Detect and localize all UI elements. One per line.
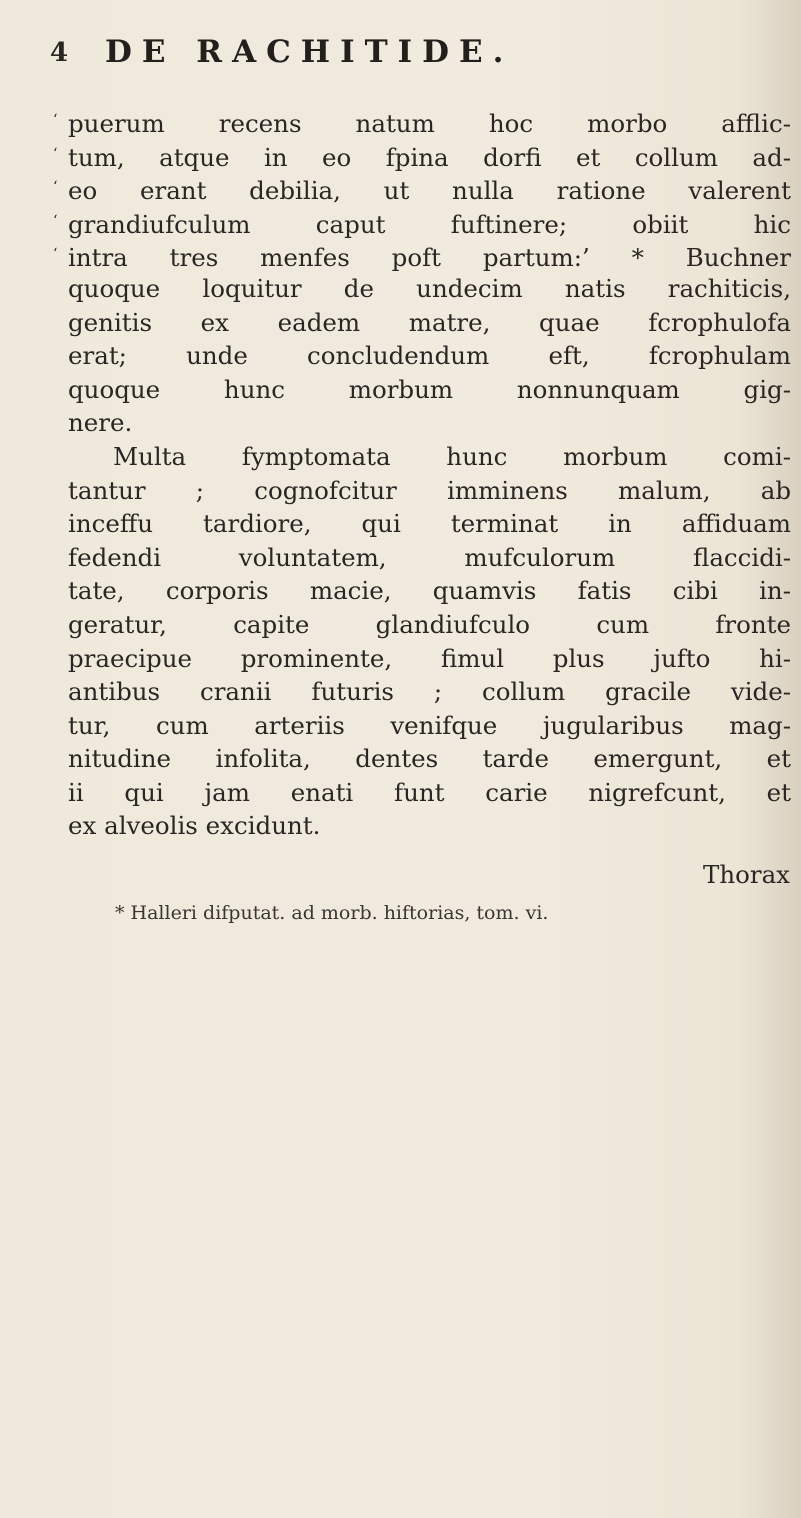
line-text: grandiufculum caput fuftinere; obiit hic [68,209,791,239]
text-line [53,171,791,205]
text-line [53,306,791,340]
footnote: * Halleri difputat. ad morb. hiftorias, tom. vi. [115,902,549,924]
line-text: quoque loquitur de undecim natis rachiticis, [68,273,791,303]
text-line [53,709,791,743]
text-line [53,574,791,608]
text-line [53,406,791,440]
text-line [53,742,791,776]
text-line [53,675,791,709]
line-text: nere. [68,408,133,438]
page-number: 4 [50,38,69,68]
body-text [53,104,791,843]
line-text: geratur, capite glandiufculo cum fronte [68,609,791,639]
line-text: fedendi voluntatem, mufculorum flaccidi- [68,542,791,572]
line-text: eo erant debilia, ut nulla ratione valerent [68,176,791,206]
line-text: genitis ex eadem matre, quae fcrophulofa [68,307,791,337]
line-text: tate, corporis macie, quamvis fatis cibi in- [68,576,791,606]
text-line [53,541,791,575]
text-line [53,238,791,272]
text-line [53,138,791,172]
text-line [53,339,791,373]
line-text: ii qui jam enati funt carie nigrefcunt, et [68,777,791,807]
text-line [53,608,791,642]
text-line [53,507,791,541]
text-line [53,776,791,810]
line-text: praecipue prominente, fimul plus jufto hi- [68,643,791,673]
line-text: nitudine infolita, dentes tarde emergunt, et [68,744,791,774]
quote-mark: ‘ [53,246,58,263]
text-line [53,474,791,508]
text-line [53,809,791,843]
quote-mark: ‘ [53,112,58,128]
quote-mark: ‘ [53,179,58,196]
catchword: Thorax [702,860,790,889]
line-text: tur, cum arteriis venifque jugularibus mag- [68,710,791,740]
line-text: tum, atque in eo fpina dorfi et collum ad- [68,142,791,172]
quote-mark: ‘ [53,145,58,162]
line-text: tantur ; cognofcitur imminens malum, ab [68,475,791,505]
line-text: puerum recens natum hoc morbo afflic- [68,109,791,138]
quote-mark: ‘ [53,212,58,229]
text-line [53,642,791,676]
running-title: DE RACHITIDE. [105,34,514,70]
page-header [50,32,790,72]
text-line [53,104,791,138]
text-line [53,373,791,407]
line-text: antibus cranii futuris ; collum gracile vide- [68,677,791,707]
line-text: ex alveolis excidunt. [68,811,321,841]
line-text: quoque hunc morbum nonnunquam gig- [68,374,791,404]
text-line [53,205,791,239]
line-text: erat; unde concludendum eft, fcrophulam [68,341,791,371]
line-text: Multa fymptomata hunc morbum comi- [113,441,791,471]
line-text: inceffu tardiore, qui terminat in affiduam [68,509,791,539]
text-line [53,272,791,306]
text-line [53,440,791,474]
line-text: intra tres menfes poft partum:’ * Buchner [68,243,791,273]
